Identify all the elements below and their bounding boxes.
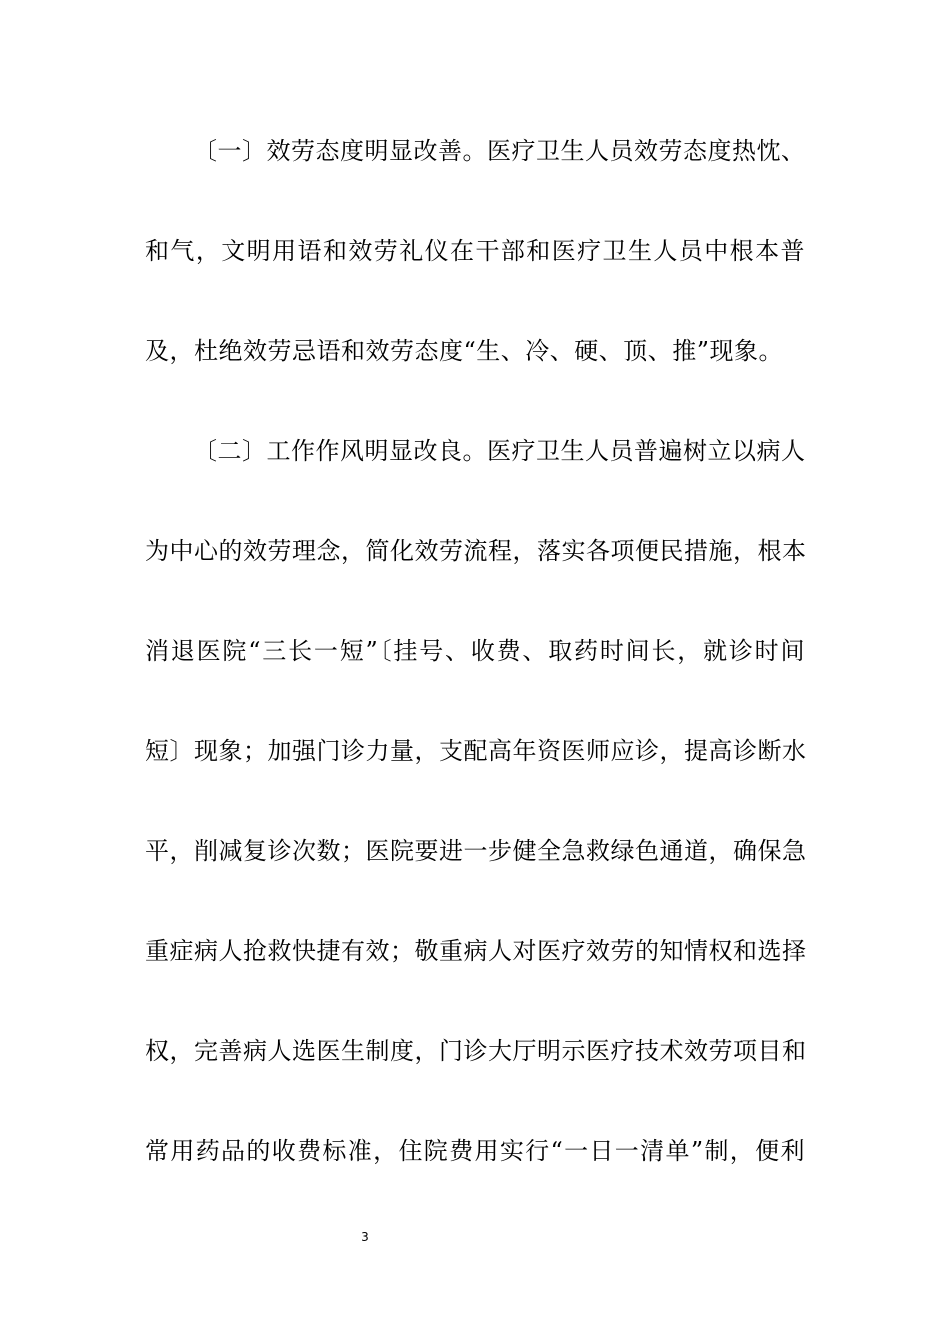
text-line: 和气，文明用语和效劳礼仪在干部和医疗卫生人员中根本普: [145, 237, 805, 265]
text-line: 及，杜绝效劳忌语和效劳态度“生、冷、硬、顶、推”现象。: [145, 337, 784, 365]
text-line: 平，削减复诊次数；医院要进一步健全急救绿色通道，确保急: [145, 837, 807, 865]
text-line: 重症病人抢救快捷有效；敬重病人对医疗效劳的知情权和选择: [145, 937, 807, 965]
text-line: 权，完善病人选医生制度，门诊大厅明示医疗技术效劳项目和: [145, 1037, 807, 1065]
page-number: 3: [361, 1230, 369, 1244]
text-line: 〔二〕工作作风明显改良。医疗卫生人员普遍树立以病人: [193, 437, 806, 465]
text-line: 常用药品的收费标准，住院费用实行“一日一清单”制，便利: [145, 1137, 805, 1165]
text-line: 为中心的效劳理念，简化效劳流程，落实各项便民措施，根本: [145, 537, 807, 565]
text-line: 消退医院“三长一短”〔挂号、收费、取药时间长，就诊时间: [145, 637, 805, 665]
text-line: 短〕现象；加强门诊力量，支配高年资医师应诊，提高诊断水: [145, 737, 807, 765]
text-line: 〔一〕效劳态度明显改善。医疗卫生人员效劳态度热忱、: [193, 137, 806, 165]
